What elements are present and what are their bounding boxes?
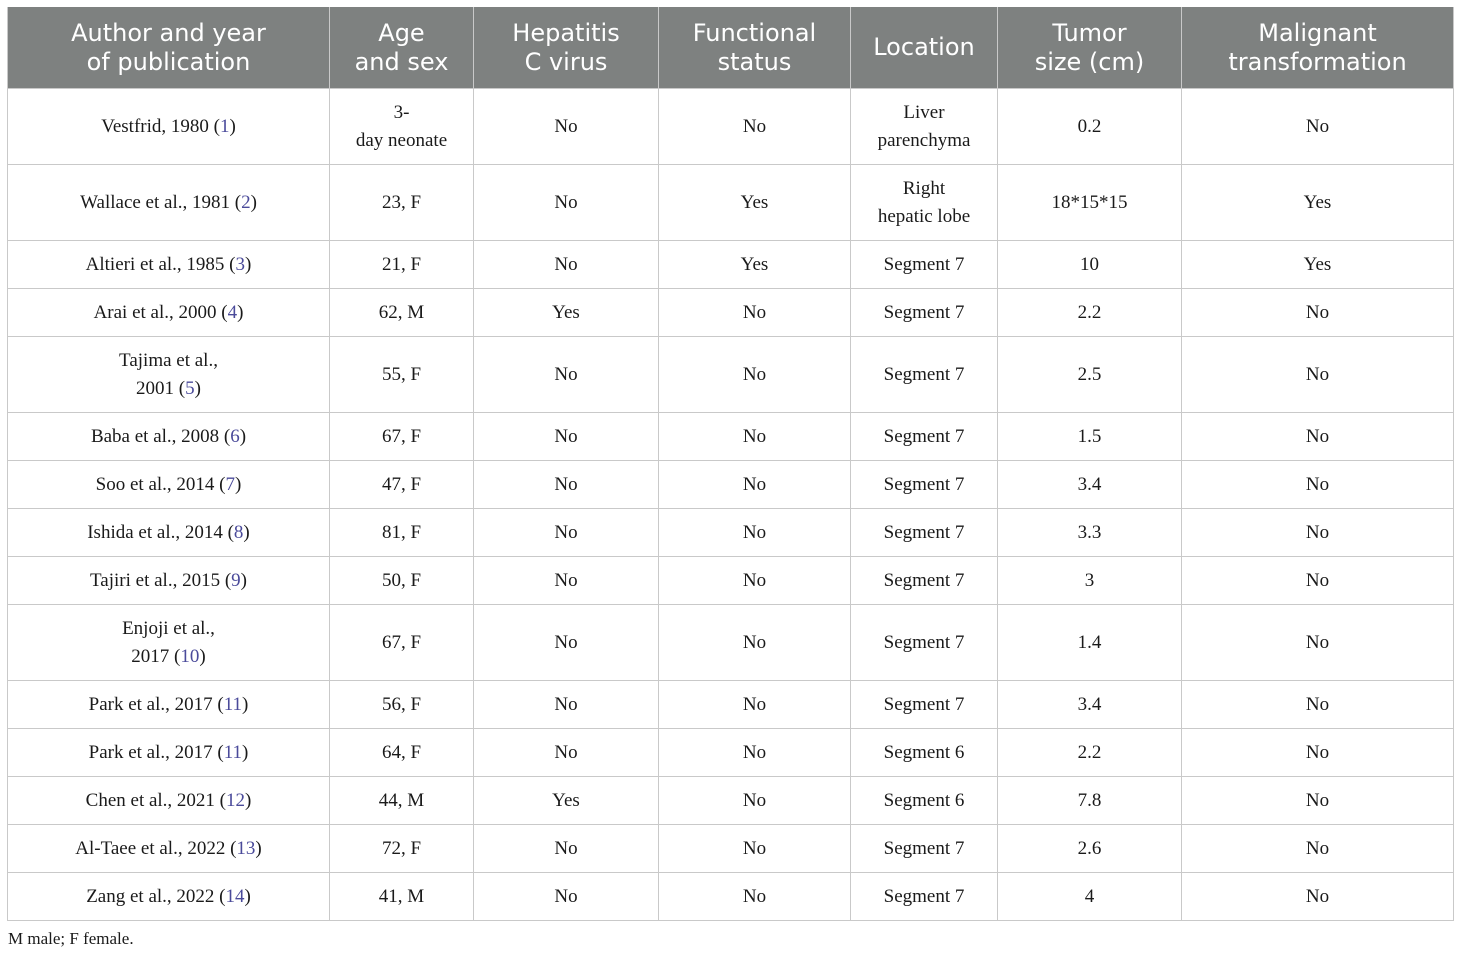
cell-age-sex: 3- day neonate <box>330 89 474 165</box>
reference-link[interactable]: 2 <box>241 191 251 213</box>
cell-author <box>8 825 330 873</box>
author-close-paren: ) <box>194 377 201 399</box>
cell-functional-status: No <box>659 873 851 921</box>
cell-author <box>8 605 330 681</box>
table-footnote: M male; F female. <box>8 929 134 948</box>
header-age-sex: Age and sex <box>330 7 474 89</box>
cell-tumor-size: 2.6 <box>998 825 1182 873</box>
author-close-paren: ) <box>245 789 252 811</box>
header-hcv: Hepatitis C virus <box>474 7 659 89</box>
cell-malignant: No <box>1182 289 1454 337</box>
cell-location: Segment 6 <box>851 777 998 825</box>
cell-hcv: No <box>474 873 659 921</box>
reference-link[interactable]: 10 <box>180 645 200 667</box>
table-row <box>8 89 1454 165</box>
cell-tumor-size: 18*15*15 <box>998 165 1182 241</box>
cell-age-sex: 41, M <box>330 873 474 921</box>
table-row <box>8 873 1454 921</box>
author-close-paren: ) <box>240 569 247 591</box>
cell-functional-status: Yes <box>659 241 851 289</box>
cell-location: Segment 6 <box>851 729 998 777</box>
author-text: Vestfrid, 1980 ( <box>101 115 220 137</box>
cell-location: Segment 7 <box>851 461 998 509</box>
cell-location: Segment 7 <box>851 873 998 921</box>
header-functional-status: Functional status <box>659 7 851 89</box>
cell-malignant: Yes <box>1182 165 1454 241</box>
table-row <box>8 509 1454 557</box>
cell-functional-status: No <box>659 557 851 605</box>
cell-author <box>8 777 330 825</box>
cell-age-sex: 23, F <box>330 165 474 241</box>
cell-tumor-size: 1.4 <box>998 605 1182 681</box>
table-body <box>8 89 1454 921</box>
table-row <box>8 825 1454 873</box>
cell-tumor-size: 2.5 <box>998 337 1182 413</box>
cell-malignant: No <box>1182 873 1454 921</box>
table-row <box>8 241 1454 289</box>
cell-hcv: No <box>474 729 659 777</box>
cell-author <box>8 413 330 461</box>
reference-link[interactable]: 13 <box>236 837 256 859</box>
cell-author <box>8 89 330 165</box>
table-row <box>8 413 1454 461</box>
reference-link[interactable]: 14 <box>225 885 245 907</box>
cell-author <box>8 241 330 289</box>
header-tumor-size: Tumor size (cm) <box>998 7 1182 89</box>
cell-hcv: No <box>474 825 659 873</box>
cell-malignant: No <box>1182 557 1454 605</box>
author-text: Chen et al., 2021 ( <box>85 789 227 811</box>
cell-hcv: No <box>474 509 659 557</box>
cell-functional-status: Yes <box>659 165 851 241</box>
cell-tumor-size: 3.3 <box>998 509 1182 557</box>
cell-hcv: No <box>474 461 659 509</box>
cell-functional-status: No <box>659 681 851 729</box>
author-text: Tajima et al., 2001 ( <box>119 349 218 399</box>
header-malignant: Malignant transformation <box>1182 7 1454 89</box>
cell-author <box>8 509 330 557</box>
author-close-paren: ) <box>239 425 247 447</box>
author-close-paren: ) <box>237 301 244 323</box>
cell-functional-status: No <box>659 461 851 509</box>
author-close-paren: ) <box>242 693 249 715</box>
cell-age-sex: 21, F <box>330 241 474 289</box>
author-text: Tajiri et al., 2015 ( <box>90 569 232 591</box>
author-close-paren: ) <box>244 885 251 907</box>
table-row <box>8 165 1454 241</box>
cell-tumor-size: 10 <box>998 241 1182 289</box>
reference-link[interactable]: 11 <box>223 693 243 715</box>
author-close-paren: ) <box>199 645 206 667</box>
cell-malignant: No <box>1182 825 1454 873</box>
cell-age-sex: 47, F <box>330 461 474 509</box>
cell-location: Segment 7 <box>851 681 998 729</box>
cell-malignant: No <box>1182 777 1454 825</box>
header-row <box>8 7 1454 89</box>
cell-location: Segment 7 <box>851 825 998 873</box>
cell-author <box>8 461 330 509</box>
reference-link[interactable]: 4 <box>227 301 238 323</box>
reference-link[interactable]: 1 <box>219 115 230 137</box>
cell-age-sex: 62, M <box>330 289 474 337</box>
cell-author <box>8 289 330 337</box>
cell-tumor-size: 7.8 <box>998 777 1182 825</box>
author-text: Zang et al., 2022 ( <box>86 885 226 907</box>
cell-location: Right hepatic lobe <box>851 165 998 241</box>
author-close-paren: ) <box>235 473 242 495</box>
cell-malignant: Yes <box>1182 241 1454 289</box>
cell-hcv: No <box>474 165 659 241</box>
cell-functional-status: No <box>659 509 851 557</box>
cell-age-sex: 55, F <box>330 337 474 413</box>
table-row <box>8 557 1454 605</box>
cell-malignant: No <box>1182 89 1454 165</box>
author-text: Park et al., 2017 ( <box>88 693 224 715</box>
cell-location: Segment 7 <box>851 289 998 337</box>
cell-tumor-size: 3 <box>998 557 1182 605</box>
cell-hcv: No <box>474 89 659 165</box>
author-close-paren: ) <box>243 521 250 543</box>
cell-malignant: No <box>1182 509 1454 557</box>
cell-age-sex: 81, F <box>330 509 474 557</box>
author-close-paren: ) <box>255 837 262 859</box>
author-close-paren: ) <box>229 115 236 137</box>
cell-tumor-size: 1.5 <box>998 413 1182 461</box>
cell-tumor-size: 2.2 <box>998 289 1182 337</box>
cell-functional-status: No <box>659 825 851 873</box>
author-text: Wallace et al., 1981 ( <box>80 191 242 213</box>
cell-tumor-size: 0.2 <box>998 89 1182 165</box>
author-text: Soo et al., 2014 ( <box>95 473 226 495</box>
cell-malignant: No <box>1182 681 1454 729</box>
cell-hcv: No <box>474 241 659 289</box>
cell-hcv: Yes <box>474 777 659 825</box>
reference-link[interactable]: 12 <box>226 789 246 811</box>
header-location: Location <box>851 7 998 89</box>
reference-link[interactable]: 3 <box>235 253 246 275</box>
reference-link[interactable]: 7 <box>225 473 235 495</box>
author-close-paren: ) <box>245 253 252 275</box>
cell-author <box>8 873 330 921</box>
author-text: Ishida et al., 2014 ( <box>87 521 234 543</box>
cell-hcv: No <box>474 337 659 413</box>
cell-tumor-size: 4 <box>998 873 1182 921</box>
cell-location: Segment 7 <box>851 241 998 289</box>
cell-hcv: No <box>474 681 659 729</box>
cell-author <box>8 557 330 605</box>
cell-age-sex: 56, F <box>330 681 474 729</box>
cell-malignant: No <box>1182 413 1454 461</box>
reference-link[interactable]: 9 <box>231 569 241 591</box>
cell-age-sex: 44, M <box>330 777 474 825</box>
author-text: Park et al., 2017 ( <box>88 741 224 763</box>
cell-malignant: No <box>1182 729 1454 777</box>
table-row <box>8 461 1454 509</box>
cell-location: Segment 7 <box>851 605 998 681</box>
cell-author <box>8 165 330 241</box>
cell-functional-status: No <box>659 89 851 165</box>
table-row <box>8 729 1454 777</box>
author-text: Baba et al., 2008 ( <box>90 425 231 447</box>
table-container <box>7 7 1453 949</box>
cell-location: Liver parenchyma <box>851 89 998 165</box>
cell-hcv: No <box>474 605 659 681</box>
cell-tumor-size: 2.2 <box>998 729 1182 777</box>
cell-malignant: No <box>1182 461 1454 509</box>
cell-functional-status: No <box>659 777 851 825</box>
cell-malignant: No <box>1182 337 1454 413</box>
cell-author <box>8 681 330 729</box>
cell-location: Segment 7 <box>851 509 998 557</box>
cell-age-sex: 64, F <box>330 729 474 777</box>
cell-tumor-size: 3.4 <box>998 681 1182 729</box>
cell-location: Segment 7 <box>851 337 998 413</box>
cell-age-sex: 72, F <box>330 825 474 873</box>
cell-author <box>8 729 330 777</box>
reference-link[interactable]: 8 <box>233 521 244 543</box>
reference-link[interactable]: 5 <box>185 377 195 399</box>
cell-tumor-size: 3.4 <box>998 461 1182 509</box>
cell-functional-status: No <box>659 605 851 681</box>
author-text: Arai et al., 2000 ( <box>93 301 228 323</box>
table-row <box>8 777 1454 825</box>
author-text: Enjoji et al., 2017 ( <box>122 617 215 667</box>
cell-functional-status: No <box>659 413 851 461</box>
author-text: Altieri et al., 1985 ( <box>85 253 236 275</box>
author-close-paren: ) <box>250 191 257 213</box>
table-row <box>8 337 1454 413</box>
table-row <box>8 681 1454 729</box>
cell-author <box>8 337 330 413</box>
reference-link[interactable]: 6 <box>230 425 240 447</box>
header-author: Author and year of publication <box>8 7 330 89</box>
cell-functional-status: No <box>659 337 851 413</box>
table-row <box>8 289 1454 337</box>
cell-functional-status: No <box>659 729 851 777</box>
cell-hcv: Yes <box>474 289 659 337</box>
table-row <box>8 605 1454 681</box>
cell-hcv: No <box>474 557 659 605</box>
author-text: Al-Taee et al., 2022 ( <box>75 837 237 859</box>
cell-age-sex: 67, F <box>330 413 474 461</box>
cell-hcv: No <box>474 413 659 461</box>
cell-malignant: No <box>1182 605 1454 681</box>
author-close-paren: ) <box>242 741 249 763</box>
cell-location: Segment 7 <box>851 413 998 461</box>
cell-age-sex: 50, F <box>330 557 474 605</box>
cell-location: Segment 7 <box>851 557 998 605</box>
literature-table <box>7 7 1454 921</box>
reference-link[interactable]: 11 <box>223 741 243 763</box>
cell-age-sex: 67, F <box>330 605 474 681</box>
cell-functional-status: No <box>659 289 851 337</box>
